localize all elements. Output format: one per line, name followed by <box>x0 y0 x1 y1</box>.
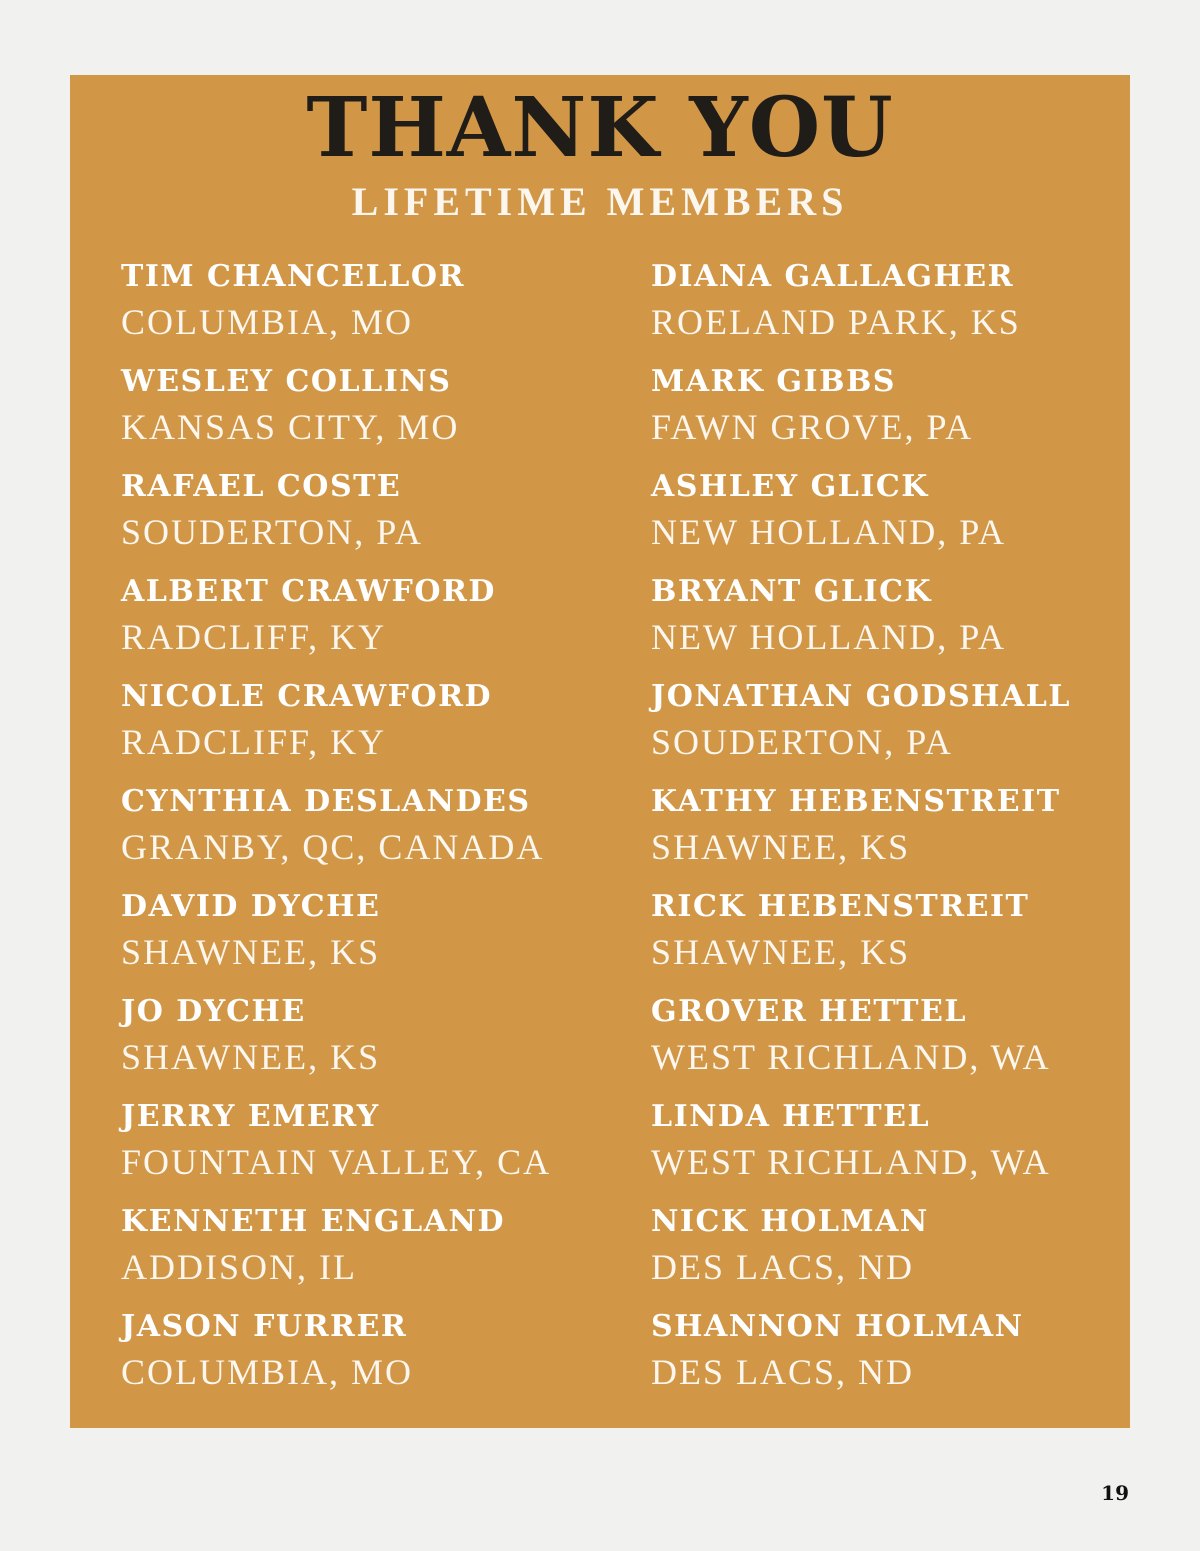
member-entry <box>121 1095 641 1200</box>
member-entry <box>121 255 641 360</box>
member-location: SHAWNEE, KS <box>651 827 911 867</box>
member-location: ROELAND PARK, KS <box>651 302 1021 342</box>
member-location: DES LACS, ND <box>651 1247 915 1287</box>
member-name: JONATHAN GODSHALL <box>651 679 1071 714</box>
member-entry <box>121 465 641 570</box>
member-entry <box>651 360 1171 465</box>
member-location: WEST RICHLAND, WA <box>651 1037 1051 1077</box>
member-name: ASHLEY GLICK <box>651 469 929 504</box>
page-title: THANK YOU <box>306 80 894 176</box>
member-entry <box>121 1200 641 1305</box>
member-name: BRYANT GLICK <box>651 574 933 609</box>
member-name: KENNETH ENGLAND <box>121 1204 505 1239</box>
member-name: KATHY HEBENSTREIT <box>651 784 1061 819</box>
member-name: MARK GIBBS <box>651 364 896 399</box>
member-name: LINDA HETTEL <box>651 1099 931 1134</box>
member-location: SOUDERTON, PA <box>651 722 953 762</box>
member-entry <box>121 885 641 990</box>
member-location: SHAWNEE, KS <box>121 1037 381 1077</box>
member-entry <box>121 780 641 885</box>
member-name: JASON FURRER <box>121 1309 408 1344</box>
member-entry <box>121 360 641 465</box>
member-entry <box>651 570 1171 675</box>
member-name: DAVID DYCHE <box>121 889 381 924</box>
member-name: NICK HOLMAN <box>651 1204 929 1239</box>
member-entry <box>651 1095 1171 1200</box>
page-subtitle: LIFETIME MEMBERS <box>351 179 849 224</box>
members-column-right <box>651 255 1171 1410</box>
member-location: SOUDERTON, PA <box>121 512 423 552</box>
member-name: GROVER HETTEL <box>651 994 967 1029</box>
member-entry <box>651 1200 1171 1305</box>
member-location: SHAWNEE, KS <box>651 932 911 972</box>
member-location: COLUMBIA, MO <box>121 1352 414 1392</box>
member-name: NICOLE CRAWFORD <box>121 679 493 714</box>
member-location: KANSAS CITY, MO <box>121 407 460 447</box>
page-number: 19 <box>1101 1481 1129 1505</box>
member-entry <box>651 1305 1171 1410</box>
member-location: COLUMBIA, MO <box>121 302 414 342</box>
member-entry <box>121 570 641 675</box>
member-name: JO DYCHE <box>121 994 306 1029</box>
member-entry <box>651 990 1171 1095</box>
member-name: JERRY EMERY <box>121 1099 380 1134</box>
member-entry <box>121 1305 641 1410</box>
member-entry <box>651 780 1171 885</box>
member-name: DIANA GALLAGHER <box>651 259 1015 294</box>
member-location: NEW HOLLAND, PA <box>651 617 1007 657</box>
member-entry <box>121 675 641 780</box>
member-name: ALBERT CRAWFORD <box>121 574 496 609</box>
member-entry <box>651 255 1171 360</box>
member-name: SHANNON HOLMAN <box>651 1309 1024 1344</box>
member-name: CYNTHIA DESLANDES <box>121 784 531 819</box>
member-location: DES LACS, ND <box>651 1352 915 1392</box>
member-name: RICK HEBENSTREIT <box>651 889 1030 924</box>
member-name: TIM CHANCELLOR <box>121 259 465 294</box>
member-location: GRANBY, QC, CANADA <box>121 827 545 867</box>
member-entry <box>651 465 1171 570</box>
member-name: RAFAEL COSTE <box>121 469 402 504</box>
member-entry <box>651 675 1171 780</box>
member-location: WEST RICHLAND, WA <box>651 1142 1051 1182</box>
member-entry <box>651 885 1171 990</box>
member-location: SHAWNEE, KS <box>121 932 381 972</box>
member-location: NEW HOLLAND, PA <box>651 512 1007 552</box>
member-location: ADDISON, IL <box>121 1247 357 1287</box>
member-name: WESLEY COLLINS <box>121 364 452 399</box>
members-column-left <box>121 255 641 1410</box>
member-location: RADCLIFF, KY <box>121 617 387 657</box>
member-location: FOUNTAIN VALLEY, CA <box>121 1142 552 1182</box>
member-location: RADCLIFF, KY <box>121 722 387 762</box>
member-location: FAWN GROVE, PA <box>651 407 974 447</box>
member-entry <box>121 990 641 1095</box>
